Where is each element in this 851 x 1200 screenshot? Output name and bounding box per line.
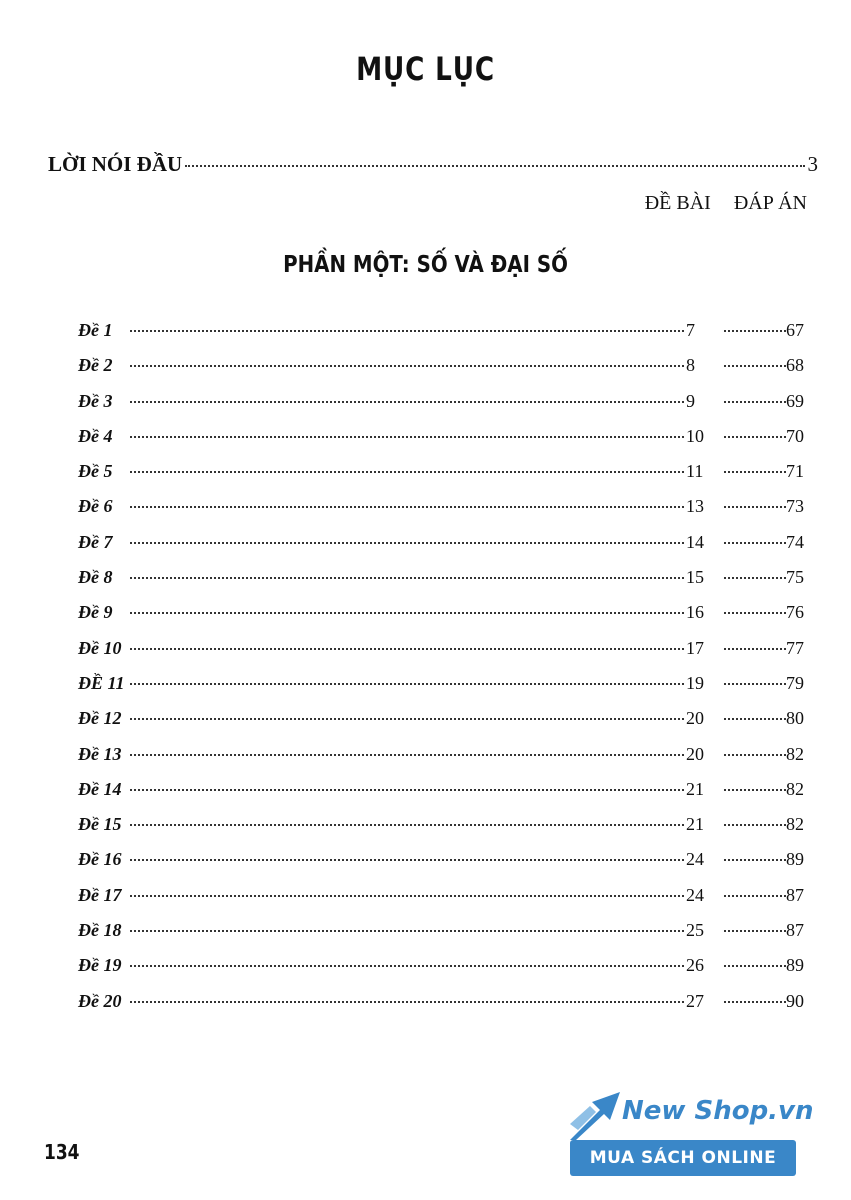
exam-label: Đề 6 <box>78 496 113 517</box>
toc-row <box>78 391 812 426</box>
answer-page: 87 <box>786 884 804 905</box>
exam-label: Đề 3 <box>78 390 113 411</box>
dot-leader <box>130 612 684 614</box>
dot-leader <box>724 683 786 685</box>
toc-row <box>78 955 812 990</box>
toc-row <box>78 355 812 390</box>
problem-page: 21 <box>686 814 704 835</box>
dot-leader <box>130 436 684 438</box>
problems-column-header: ĐỀ BÀI <box>644 192 711 214</box>
exam-label: Đề 8 <box>78 567 113 588</box>
toc-row <box>78 779 812 814</box>
dot-leader <box>130 506 684 508</box>
dot-leader <box>130 754 684 756</box>
dot-leader <box>185 165 804 167</box>
problem-page: 20 <box>686 743 704 764</box>
page-title: MỤC LỤC <box>356 50 495 88</box>
problem-page: 7 <box>686 320 695 340</box>
problem-page: 14 <box>686 531 704 552</box>
toc-row <box>78 814 812 849</box>
exam-label: Đề 15 <box>78 814 122 835</box>
toc-row <box>78 461 812 496</box>
dot-leader <box>724 754 786 756</box>
answer-page: 82 <box>786 743 804 764</box>
dot-leader <box>724 1001 786 1003</box>
dot-leader <box>130 718 684 720</box>
dot-leader <box>724 965 786 967</box>
dot-leader <box>130 1001 684 1003</box>
dot-leader <box>130 577 684 579</box>
dot-leader <box>130 330 684 332</box>
column-headers <box>645 192 807 215</box>
dot-leader <box>130 895 684 897</box>
dot-leader <box>724 471 786 473</box>
dot-leader <box>724 718 786 720</box>
exam-label: Đề 5 <box>78 461 113 482</box>
problem-page: 26 <box>686 955 704 976</box>
dot-leader <box>724 895 786 897</box>
problem-page: 20 <box>686 708 704 729</box>
dot-leader <box>724 859 786 861</box>
newshop-watermark <box>566 1082 814 1182</box>
tagline-badge: MUA SÁCH ONLINE <box>570 1140 796 1176</box>
dot-leader <box>724 789 786 791</box>
exam-label: Đề 16 <box>78 849 122 870</box>
answer-page: 74 <box>786 531 804 552</box>
answer-page: 77 <box>786 637 804 658</box>
dot-leader <box>724 824 786 826</box>
problem-page: 24 <box>686 884 704 905</box>
toc-row <box>78 638 812 673</box>
toc-row <box>78 320 812 355</box>
exam-label: Đề 1 <box>78 320 113 340</box>
toc-row <box>78 426 812 461</box>
dot-leader <box>724 365 786 367</box>
problem-page: 8 <box>686 355 695 376</box>
toc-row <box>78 885 812 920</box>
answer-page: 73 <box>786 496 804 517</box>
exam-label: Đề 13 <box>78 743 122 764</box>
answer-page: 75 <box>786 567 804 588</box>
problem-page: 19 <box>686 672 704 693</box>
dot-leader <box>724 436 786 438</box>
exam-label: Đề 17 <box>78 884 122 905</box>
page-number: 134 <box>44 1140 80 1164</box>
problem-page: 21 <box>686 778 704 799</box>
brand-name: New Shop.vn <box>622 1096 814 1126</box>
toc-row <box>78 991 812 1026</box>
dot-leader <box>130 824 684 826</box>
answers-column-header: ĐÁP ÁN <box>733 192 807 214</box>
dot-leader <box>130 471 684 473</box>
problem-page: 15 <box>686 567 704 588</box>
problem-page: 27 <box>686 990 704 1011</box>
toc-row <box>78 849 812 884</box>
answer-page: 89 <box>786 849 804 870</box>
problem-page: 9 <box>686 390 695 411</box>
toc-row <box>78 602 812 637</box>
toc-list <box>78 320 812 1026</box>
exam-label: ĐỀ 11 <box>78 672 125 693</box>
dot-leader <box>130 365 684 367</box>
problem-page: 25 <box>686 920 704 941</box>
dot-leader <box>130 930 684 932</box>
answer-page: 87 <box>786 920 804 941</box>
answer-page: 76 <box>786 602 804 623</box>
dot-leader <box>130 965 684 967</box>
toc-row <box>78 708 812 743</box>
dot-leader <box>130 648 684 650</box>
exam-label: Đề 18 <box>78 920 122 941</box>
toc-row <box>78 920 812 955</box>
section-title: PHẦN MỘT: SỐ VÀ ĐẠI SỐ <box>283 252 568 278</box>
answer-page: 80 <box>786 708 804 729</box>
dot-leader <box>130 683 684 685</box>
dot-leader <box>724 506 786 508</box>
exam-label: Đề 19 <box>78 955 122 976</box>
problem-page: 13 <box>686 496 704 517</box>
answer-page: 79 <box>786 672 804 693</box>
arrow-logo-icon <box>570 1084 630 1140</box>
intro-label: LỜI NÓI ĐẦU <box>48 152 183 176</box>
answer-page: 68 <box>786 355 804 376</box>
dot-leader <box>130 859 684 861</box>
exam-label: Đề 14 <box>78 778 122 799</box>
answer-page: 71 <box>786 461 804 482</box>
dot-leader <box>724 542 786 544</box>
exam-label: Đề 9 <box>78 602 113 623</box>
toc-row <box>78 532 812 567</box>
problem-page: 16 <box>686 602 704 623</box>
intro-page: 3 <box>807 152 818 176</box>
dot-leader <box>724 648 786 650</box>
problem-page: 11 <box>686 461 704 482</box>
answer-page: 82 <box>786 814 804 835</box>
answer-page: 89 <box>786 955 804 976</box>
dot-leader <box>724 330 786 332</box>
problem-page: 17 <box>686 637 704 658</box>
problem-page: 24 <box>686 849 704 870</box>
answer-page: 67 <box>786 320 804 340</box>
dot-leader <box>724 401 786 403</box>
toc-row <box>78 496 812 531</box>
dot-leader <box>724 930 786 932</box>
dot-leader <box>130 789 684 791</box>
problem-page: 10 <box>686 425 704 446</box>
toc-row <box>78 744 812 779</box>
answer-page: 69 <box>786 390 804 411</box>
exam-label: Đề 2 <box>78 355 113 376</box>
toc-row <box>78 673 812 708</box>
exam-label: Đề 10 <box>78 637 122 658</box>
exam-label: Đề 20 <box>78 990 122 1011</box>
dot-leader <box>130 401 684 403</box>
dot-leader <box>724 612 786 614</box>
exam-label: Đề 4 <box>78 425 113 446</box>
toc-row <box>78 567 812 602</box>
dot-leader <box>724 577 786 579</box>
exam-label: Đề 12 <box>78 708 122 729</box>
dot-leader <box>130 542 684 544</box>
answer-page: 82 <box>786 778 804 799</box>
answer-page: 90 <box>786 990 804 1011</box>
exam-label: Đề 7 <box>78 531 113 552</box>
answer-page: 70 <box>786 425 804 446</box>
toc-intro-row <box>48 152 818 182</box>
